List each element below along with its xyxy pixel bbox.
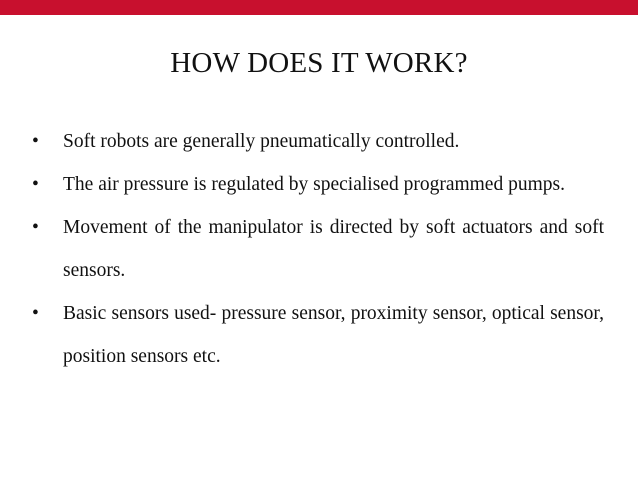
slide-title: HOW DOES IT WORK? — [170, 47, 468, 79]
bullet-item — [32, 120, 604, 163]
bullet-point-icon: • — [32, 174, 39, 195]
bullet-item — [32, 163, 604, 206]
bullet-text: Soft robots are generally pneumatically controlled. — [63, 131, 460, 152]
bullet-point-icon: • — [32, 303, 39, 324]
bullet-text: Movement of the manipulator is directed by soft actuators and soft sensors. — [63, 217, 604, 281]
bullet-item — [32, 292, 604, 378]
bullet-list — [32, 120, 604, 378]
bullet-text: Basic sensors used- pressure sensor, proximity sensor, optical sensor, position sensors etc. — [63, 303, 604, 367]
bullet-text: The air pressure is regulated by specialised programmed pumps. — [63, 174, 565, 195]
bullet-point-icon: • — [32, 217, 39, 238]
top-accent-bar — [0, 0, 638, 15]
bullet-point-icon: • — [32, 131, 39, 152]
bullet-item — [32, 206, 604, 292]
